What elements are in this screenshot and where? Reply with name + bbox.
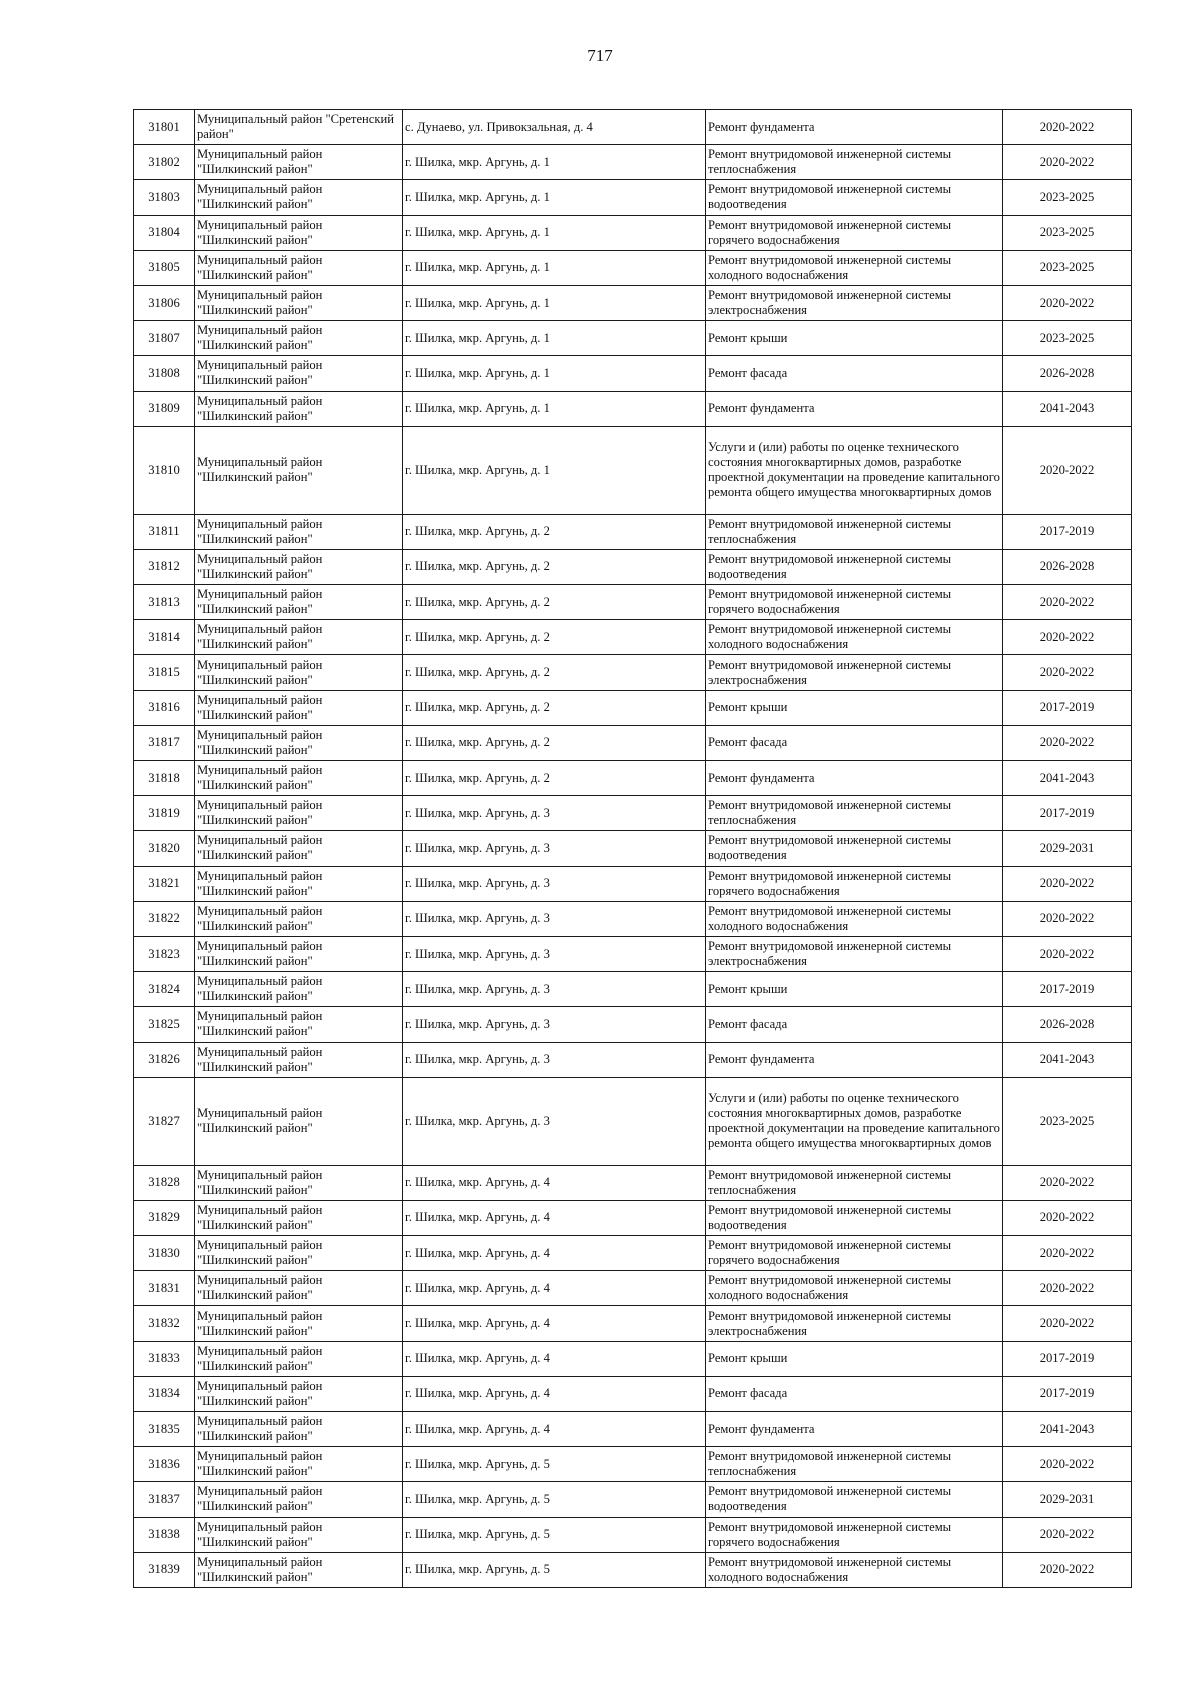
- work-type-cell: Ремонт внутридомовой инженерной системы теплоснабжения: [706, 514, 1003, 549]
- table-row: [134, 1517, 1132, 1552]
- row-number-cell: 31819: [134, 796, 195, 831]
- work-type-cell: Ремонт фундамента: [706, 110, 1003, 145]
- address-cell: г. Шилка, мкр. Аргунь, д. 4: [403, 1341, 706, 1376]
- address-cell: г. Шилка, мкр. Аргунь, д. 2: [403, 620, 706, 655]
- row-number-cell: 31807: [134, 321, 195, 356]
- municipality-cell: Муниципальный район "Шилкинский район": [195, 321, 403, 356]
- row-number-cell: 31816: [134, 690, 195, 725]
- address-cell: г. Шилка, мкр. Аргунь, д. 5: [403, 1552, 706, 1587]
- address-cell: г. Шилка, мкр. Аргунь, д. 5: [403, 1517, 706, 1552]
- period-cell: 2020-2022: [1003, 1165, 1132, 1200]
- row-number-cell: 31825: [134, 1007, 195, 1042]
- work-type-cell: Ремонт внутридомовой инженерной системы водоотведения: [706, 1200, 1003, 1235]
- address-cell: г. Шилка, мкр. Аргунь, д. 4: [403, 1271, 706, 1306]
- table-row: [134, 972, 1132, 1007]
- row-number-cell: 31835: [134, 1412, 195, 1447]
- row-number-cell: 31822: [134, 901, 195, 936]
- table-row: [134, 1447, 1132, 1482]
- table-row: [134, 1200, 1132, 1235]
- municipality-cell: Муниципальный район "Шилкинский район": [195, 215, 403, 250]
- period-cell: 2041-2043: [1003, 1042, 1132, 1077]
- municipality-cell: Муниципальный район "Шилкинский район": [195, 1306, 403, 1341]
- table-row: [134, 761, 1132, 796]
- period-cell: 2023-2025: [1003, 321, 1132, 356]
- address-cell: с. Дунаево, ул. Привокзальная, д. 4: [403, 110, 706, 145]
- table-row: [134, 1306, 1132, 1341]
- municipality-cell: Муниципальный район "Шилкинский район": [195, 180, 403, 215]
- period-cell: 2023-2025: [1003, 250, 1132, 285]
- work-type-cell: Ремонт внутридомовой инженерной системы водоотведения: [706, 180, 1003, 215]
- work-type-cell: Ремонт фасада: [706, 1007, 1003, 1042]
- address-cell: г. Шилка, мкр. Аргунь, д. 2: [403, 761, 706, 796]
- address-cell: г. Шилка, мкр. Аргунь, д. 1: [403, 356, 706, 391]
- row-number-cell: 31805: [134, 250, 195, 285]
- table-row: [134, 356, 1132, 391]
- work-type-cell: Ремонт внутридомовой инженерной системы холодного водоснабжения: [706, 1271, 1003, 1306]
- period-cell: 2041-2043: [1003, 1412, 1132, 1447]
- table-row: [134, 1341, 1132, 1376]
- table-row: [134, 901, 1132, 936]
- municipality-cell: Муниципальный район "Шилкинский район": [195, 936, 403, 971]
- address-cell: г. Шилка, мкр. Аргунь, д. 1: [403, 250, 706, 285]
- municipality-cell: Муниципальный район "Шилкинский район": [195, 1341, 403, 1376]
- address-cell: г. Шилка, мкр. Аргунь, д. 1: [403, 391, 706, 426]
- municipality-cell: Муниципальный район "Шилкинский район": [195, 1077, 403, 1165]
- work-type-cell: Ремонт крыши: [706, 1341, 1003, 1376]
- row-number-cell: 31834: [134, 1376, 195, 1411]
- table-row: [134, 1482, 1132, 1517]
- row-number-cell: 31803: [134, 180, 195, 215]
- municipality-cell: Муниципальный район "Шилкинский район": [195, 426, 403, 514]
- address-cell: г. Шилка, мкр. Аргунь, д. 4: [403, 1412, 706, 1447]
- work-type-cell: Ремонт фундамента: [706, 761, 1003, 796]
- address-cell: г. Шилка, мкр. Аргунь, д. 2: [403, 725, 706, 760]
- municipality-cell: Муниципальный район "Шилкинский район": [195, 796, 403, 831]
- municipality-cell: Муниципальный район "Шилкинский район": [195, 1376, 403, 1411]
- work-type-cell: Ремонт внутридомовой инженерной системы горячего водоснабжения: [706, 866, 1003, 901]
- row-number-cell: 31824: [134, 972, 195, 1007]
- address-cell: г. Шилка, мкр. Аргунь, д. 2: [403, 655, 706, 690]
- row-number-cell: 31839: [134, 1552, 195, 1587]
- period-cell: 2017-2019: [1003, 1341, 1132, 1376]
- row-number-cell: 31812: [134, 549, 195, 584]
- municipality-cell: Муниципальный район "Шилкинский район": [195, 585, 403, 620]
- row-number-cell: 31831: [134, 1271, 195, 1306]
- period-cell: 2026-2028: [1003, 549, 1132, 584]
- table-row: [134, 285, 1132, 320]
- period-cell: 2020-2022: [1003, 1447, 1132, 1482]
- municipality-cell: Муниципальный район "Шилкинский район": [195, 391, 403, 426]
- municipality-cell: Муниципальный район "Шилкинский район": [195, 1447, 403, 1482]
- address-cell: г. Шилка, мкр. Аргунь, д. 3: [403, 901, 706, 936]
- address-cell: г. Шилка, мкр. Аргунь, д. 1: [403, 215, 706, 250]
- work-type-cell: Ремонт крыши: [706, 972, 1003, 1007]
- row-number-cell: 31802: [134, 145, 195, 180]
- period-cell: 2020-2022: [1003, 426, 1132, 514]
- table-row: [134, 1165, 1132, 1200]
- row-number-cell: 31804: [134, 215, 195, 250]
- work-type-cell: Услуги и (или) работы по оценке технического состояния многоквартирных домов, разработке проектной документации на проведение капитального ремонта общего имущества многоквартирных домов: [706, 1077, 1003, 1165]
- municipality-cell: Муниципальный район "Шилкинский район": [195, 901, 403, 936]
- row-number-cell: 31823: [134, 936, 195, 971]
- address-cell: г. Шилка, мкр. Аргунь, д. 2: [403, 690, 706, 725]
- period-cell: 2029-2031: [1003, 831, 1132, 866]
- address-cell: г. Шилка, мкр. Аргунь, д. 3: [403, 972, 706, 1007]
- period-cell: 2023-2025: [1003, 180, 1132, 215]
- period-cell: 2017-2019: [1003, 690, 1132, 725]
- period-cell: 2020-2022: [1003, 620, 1132, 655]
- address-cell: г. Шилка, мкр. Аргунь, д. 5: [403, 1447, 706, 1482]
- address-cell: г. Шилка, мкр. Аргунь, д. 5: [403, 1482, 706, 1517]
- table-row: [134, 1271, 1132, 1306]
- work-type-cell: Ремонт внутридомовой инженерной системы теплоснабжения: [706, 1447, 1003, 1482]
- row-number-cell: 31801: [134, 110, 195, 145]
- table-row: [134, 585, 1132, 620]
- municipality-cell: Муниципальный район "Шилкинский район": [195, 1552, 403, 1587]
- address-cell: г. Шилка, мкр. Аргунь, д. 4: [403, 1165, 706, 1200]
- municipality-cell: Муниципальный район "Шилкинский район": [195, 1412, 403, 1447]
- row-number-cell: 31817: [134, 725, 195, 760]
- municipality-cell: Муниципальный район "Шилкинский район": [195, 285, 403, 320]
- municipality-cell: Муниципальный район "Шилкинский район": [195, 145, 403, 180]
- row-number-cell: 31837: [134, 1482, 195, 1517]
- row-number-cell: 31821: [134, 866, 195, 901]
- row-number-cell: 31826: [134, 1042, 195, 1077]
- work-type-cell: Ремонт фасада: [706, 356, 1003, 391]
- row-number-cell: 31809: [134, 391, 195, 426]
- work-type-cell: Ремонт внутридомовой инженерной системы горячего водоснабжения: [706, 1517, 1003, 1552]
- row-number-cell: 31833: [134, 1341, 195, 1376]
- table-row: [134, 215, 1132, 250]
- municipality-cell: Муниципальный район "Шилкинский район": [195, 725, 403, 760]
- period-cell: 2020-2022: [1003, 145, 1132, 180]
- table-row: [134, 655, 1132, 690]
- work-type-cell: Ремонт внутридомовой инженерной системы водоотведения: [706, 549, 1003, 584]
- table-row: [134, 796, 1132, 831]
- municipality-cell: Муниципальный район "Шилкинский район": [195, 1482, 403, 1517]
- municipality-cell: Муниципальный район "Шилкинский район": [195, 655, 403, 690]
- table-row: [134, 1007, 1132, 1042]
- work-type-cell: Ремонт внутридомовой инженерной системы холодного водоснабжения: [706, 901, 1003, 936]
- row-number-cell: 31830: [134, 1236, 195, 1271]
- address-cell: г. Шилка, мкр. Аргунь, д. 1: [403, 285, 706, 320]
- address-cell: г. Шилка, мкр. Аргунь, д. 3: [403, 1042, 706, 1077]
- work-type-cell: Ремонт внутридомовой инженерной системы водоотведения: [706, 1482, 1003, 1517]
- table-row: [134, 250, 1132, 285]
- work-type-cell: Ремонт внутридомовой инженерной системы теплоснабжения: [706, 145, 1003, 180]
- period-cell: 2020-2022: [1003, 1236, 1132, 1271]
- period-cell: 2023-2025: [1003, 1077, 1132, 1165]
- table-row: [134, 725, 1132, 760]
- row-number-cell: 31814: [134, 620, 195, 655]
- municipality-cell: Муниципальный район "Шилкинский район": [195, 1236, 403, 1271]
- row-number-cell: 31813: [134, 585, 195, 620]
- work-type-cell: Ремонт крыши: [706, 321, 1003, 356]
- work-type-cell: Ремонт фасада: [706, 725, 1003, 760]
- address-cell: г. Шилка, мкр. Аргунь, д. 4: [403, 1376, 706, 1411]
- municipality-cell: Муниципальный район "Шилкинский район": [195, 1042, 403, 1077]
- address-cell: г. Шилка, мкр. Аргунь, д. 3: [403, 831, 706, 866]
- period-cell: 2017-2019: [1003, 1376, 1132, 1411]
- period-cell: 2017-2019: [1003, 972, 1132, 1007]
- row-number-cell: 31836: [134, 1447, 195, 1482]
- municipality-cell: Муниципальный район "Шилкинский район": [195, 831, 403, 866]
- address-cell: г. Шилка, мкр. Аргунь, д. 2: [403, 585, 706, 620]
- period-cell: 2017-2019: [1003, 514, 1132, 549]
- municipality-cell: Муниципальный район "Шилкинский район": [195, 549, 403, 584]
- work-type-cell: Ремонт фундамента: [706, 391, 1003, 426]
- period-cell: 2020-2022: [1003, 1200, 1132, 1235]
- work-type-cell: Ремонт крыши: [706, 690, 1003, 725]
- table-row: [134, 1236, 1132, 1271]
- row-number-cell: 31827: [134, 1077, 195, 1165]
- table-row: [134, 180, 1132, 215]
- address-cell: г. Шилка, мкр. Аргунь, д. 3: [403, 796, 706, 831]
- work-type-cell: Ремонт внутридомовой инженерной системы электроснабжения: [706, 285, 1003, 320]
- row-number-cell: 31815: [134, 655, 195, 690]
- period-cell: 2026-2028: [1003, 356, 1132, 391]
- table-row: [134, 145, 1132, 180]
- address-cell: г. Шилка, мкр. Аргунь, д. 3: [403, 936, 706, 971]
- period-cell: 2041-2043: [1003, 391, 1132, 426]
- work-type-cell: Ремонт внутридомовой инженерной системы водоотведения: [706, 831, 1003, 866]
- municipality-cell: Муниципальный район "Шилкинский район": [195, 1007, 403, 1042]
- address-cell: г. Шилка, мкр. Аргунь, д. 1: [403, 321, 706, 356]
- table-body: [134, 110, 1132, 1588]
- municipality-cell: Муниципальный район "Шилкинский район": [195, 250, 403, 285]
- address-cell: г. Шилка, мкр. Аргунь, д. 4: [403, 1236, 706, 1271]
- row-number-cell: 31811: [134, 514, 195, 549]
- municipality-cell: Муниципальный район "Шилкинский район": [195, 1165, 403, 1200]
- period-cell: 2020-2022: [1003, 866, 1132, 901]
- work-type-cell: Ремонт внутридомовой инженерной системы электроснабжения: [706, 936, 1003, 971]
- period-cell: 2020-2022: [1003, 1271, 1132, 1306]
- address-cell: г. Шилка, мкр. Аргунь, д. 3: [403, 1007, 706, 1042]
- period-cell: 2020-2022: [1003, 936, 1132, 971]
- table-row: [134, 391, 1132, 426]
- municipality-cell: Муниципальный район "Шилкинский район": [195, 972, 403, 1007]
- row-number-cell: 31818: [134, 761, 195, 796]
- table-row: [134, 936, 1132, 971]
- work-type-cell: Ремонт внутридомовой инженерной системы электроснабжения: [706, 655, 1003, 690]
- table-row: [134, 620, 1132, 655]
- address-cell: г. Шилка, мкр. Аргунь, д. 1: [403, 426, 706, 514]
- work-type-cell: Ремонт внутридомовой инженерной системы горячего водоснабжения: [706, 215, 1003, 250]
- address-cell: г. Шилка, мкр. Аргунь, д. 3: [403, 1077, 706, 1165]
- municipality-cell: Муниципальный район "Шилкинский район": [195, 1200, 403, 1235]
- address-cell: г. Шилка, мкр. Аргунь, д. 3: [403, 866, 706, 901]
- table-row: [134, 690, 1132, 725]
- period-cell: 2020-2022: [1003, 285, 1132, 320]
- period-cell: 2020-2022: [1003, 725, 1132, 760]
- work-type-cell: Ремонт внутридомовой инженерной системы холодного водоснабжения: [706, 1552, 1003, 1587]
- row-number-cell: 31832: [134, 1306, 195, 1341]
- work-type-cell: Ремонт внутридомовой инженерной системы холодного водоснабжения: [706, 620, 1003, 655]
- municipality-cell: Муниципальный район "Сретенский район": [195, 110, 403, 145]
- work-type-cell: Услуги и (или) работы по оценке технического состояния многоквартирных домов, разработке проектной документации на проведение капитального ремонта общего имущества многоквартирных домов: [706, 426, 1003, 514]
- table-row: [134, 1552, 1132, 1587]
- table-row: [134, 110, 1132, 145]
- table-row: [134, 866, 1132, 901]
- municipality-cell: Муниципальный район "Шилкинский район": [195, 1271, 403, 1306]
- page-number: 717: [587, 46, 613, 65]
- work-type-cell: Ремонт внутридомовой инженерной системы электроснабжения: [706, 1306, 1003, 1341]
- repair-schedule-table: [133, 109, 1132, 1588]
- municipality-cell: Муниципальный район "Шилкинский район": [195, 514, 403, 549]
- row-number-cell: 31828: [134, 1165, 195, 1200]
- municipality-cell: Муниципальный район "Шилкинский район": [195, 620, 403, 655]
- table-row: [134, 831, 1132, 866]
- address-cell: г. Шилка, мкр. Аргунь, д. 2: [403, 514, 706, 549]
- row-number-cell: 31829: [134, 1200, 195, 1235]
- table-row: [134, 549, 1132, 584]
- period-cell: 2020-2022: [1003, 1306, 1132, 1341]
- municipality-cell: Муниципальный район "Шилкинский район": [195, 690, 403, 725]
- table-row: [134, 321, 1132, 356]
- row-number-cell: 31810: [134, 426, 195, 514]
- period-cell: 2020-2022: [1003, 585, 1132, 620]
- table-row: [134, 1412, 1132, 1447]
- table-row: [134, 1042, 1132, 1077]
- table-row: [134, 1077, 1132, 1165]
- work-type-cell: Ремонт фундамента: [706, 1412, 1003, 1447]
- work-type-cell: Ремонт внутридомовой инженерной системы холодного водоснабжения: [706, 250, 1003, 285]
- table-row: [134, 1376, 1132, 1411]
- period-cell: 2017-2019: [1003, 796, 1132, 831]
- row-number-cell: 31806: [134, 285, 195, 320]
- period-cell: 2020-2022: [1003, 110, 1132, 145]
- work-type-cell: Ремонт внутридомовой инженерной системы горячего водоснабжения: [706, 1236, 1003, 1271]
- row-number-cell: 31820: [134, 831, 195, 866]
- row-number-cell: 31838: [134, 1517, 195, 1552]
- period-cell: 2020-2022: [1003, 1552, 1132, 1587]
- period-cell: 2029-2031: [1003, 1482, 1132, 1517]
- period-cell: 2020-2022: [1003, 1517, 1132, 1552]
- table-row: [134, 426, 1132, 514]
- municipality-cell: Муниципальный район "Шилкинский район": [195, 866, 403, 901]
- period-cell: 2020-2022: [1003, 901, 1132, 936]
- work-type-cell: Ремонт внутридомовой инженерной системы теплоснабжения: [706, 1165, 1003, 1200]
- period-cell: 2020-2022: [1003, 655, 1132, 690]
- municipality-cell: Муниципальный район "Шилкинский район": [195, 356, 403, 391]
- work-type-cell: Ремонт внутридомовой инженерной системы теплоснабжения: [706, 796, 1003, 831]
- address-cell: г. Шилка, мкр. Аргунь, д. 4: [403, 1200, 706, 1235]
- address-cell: г. Шилка, мкр. Аргунь, д. 1: [403, 180, 706, 215]
- row-number-cell: 31808: [134, 356, 195, 391]
- table-row: [134, 514, 1132, 549]
- address-cell: г. Шилка, мкр. Аргунь, д. 1: [403, 145, 706, 180]
- address-cell: г. Шилка, мкр. Аргунь, д. 4: [403, 1306, 706, 1341]
- municipality-cell: Муниципальный район "Шилкинский район": [195, 761, 403, 796]
- municipality-cell: Муниципальный район "Шилкинский район": [195, 1517, 403, 1552]
- work-type-cell: Ремонт фундамента: [706, 1042, 1003, 1077]
- work-type-cell: Ремонт фасада: [706, 1376, 1003, 1411]
- period-cell: 2041-2043: [1003, 761, 1132, 796]
- address-cell: г. Шилка, мкр. Аргунь, д. 2: [403, 549, 706, 584]
- period-cell: 2023-2025: [1003, 215, 1132, 250]
- work-type-cell: Ремонт внутридомовой инженерной системы горячего водоснабжения: [706, 585, 1003, 620]
- period-cell: 2026-2028: [1003, 1007, 1132, 1042]
